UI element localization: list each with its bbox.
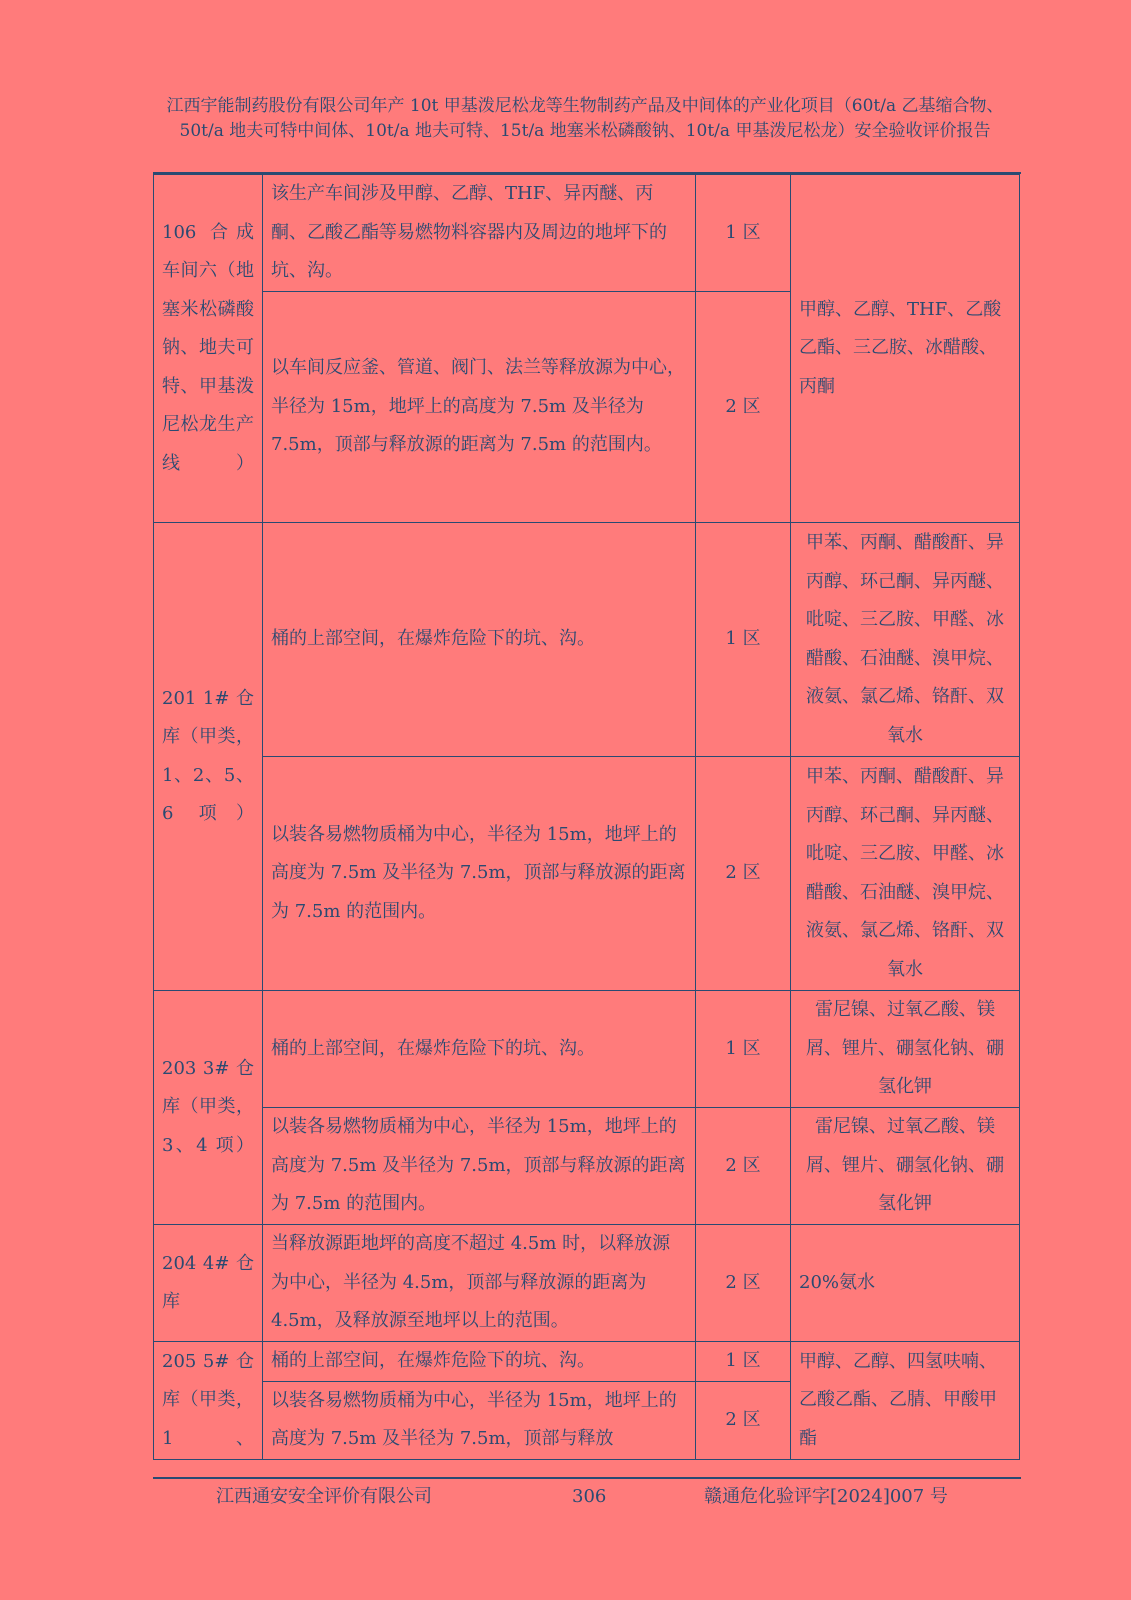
table-row bbox=[154, 757, 1020, 991]
scope-cell: 以装各易燃物质桶为中心，半径为 15m，地坪上的高度为 7.5m 及半径为 7.5m，顶部与释放源的距离为 7.5m 的范围内。 bbox=[263, 757, 696, 991]
materials-cell: 甲苯、丙酮、醋酸酐、异丙醇、环己酮、异丙醚、吡啶、三乙胺、甲醛、冰醋酸、石油醚、溴甲烷、液氨、氯乙烯、铬酐、双氧水 bbox=[791, 523, 1020, 757]
location-cell: 204 4# 仓库 bbox=[154, 1225, 263, 1342]
location-cell: 201 1# 仓库（甲类，1、2、5、6 项） bbox=[154, 523, 263, 991]
materials-cell: 雷尼镍、过氧乙酸、镁屑、锂片、硼氢化钠、硼氢化钾 bbox=[791, 1108, 1020, 1225]
zone-cell: 2 区 bbox=[696, 1381, 791, 1459]
scope-cell: 以车间反应釜、管道、阀门、法兰等释放源为中心，半径为 15m，地坪上的高度为 7.5m 及半径为 7.5m，顶部与释放源的距离为 7.5m 的范围内。 bbox=[263, 292, 696, 523]
report-header: 江西宇能制药股份有限公司年产 10t 甲基泼尼松龙等生物制药产品及中间体的产业化项目（60t/a 乙基缩合物、50t/a 地夫可特中间体、10t/a 地夫可特、15t/a 地塞米松磷酸钠、10t/a 甲基泼尼松龙）安全验收评价报告 bbox=[166, 96, 1004, 141]
page-number: 306 bbox=[572, 1486, 607, 1507]
table-row bbox=[154, 991, 1020, 1108]
scope-cell: 以装各易燃物质桶为中心，半径为 15m，地坪上的高度为 7.5m 及半径为 7.5m，顶部与释放 bbox=[263, 1381, 696, 1459]
scope-cell: 以装各易燃物质桶为中心，半径为 15m，地坪上的高度为 7.5m 及半径为 7.5m，顶部与释放源的距离为 7.5m 的范围内。 bbox=[263, 1108, 696, 1225]
zone-cell: 1 区 bbox=[696, 523, 791, 757]
zone-cell: 2 区 bbox=[696, 1108, 791, 1225]
materials-cell: 甲苯、丙酮、醋酸酐、异丙醇、环己酮、异丙醚、吡啶、三乙胺、甲醛、冰醋酸、石油醚、溴甲烷、液氨、氯乙烯、铬酐、双氧水 bbox=[791, 757, 1020, 991]
scope-cell: 桶的上部空间，在爆炸危险下的坑、沟。 bbox=[263, 991, 696, 1108]
scope-cell: 桶的上部空间，在爆炸危险下的坑、沟。 bbox=[263, 1342, 696, 1382]
materials-cell: 雷尼镍、过氧乙酸、镁屑、锂片、硼氢化钠、硼氢化钾 bbox=[791, 991, 1020, 1108]
zone-cell: 1 区 bbox=[696, 991, 791, 1108]
location-cell: 106 合成车间六（地塞米松磷酸钠、地夫可特、甲基泼尼松龙生产线） bbox=[154, 175, 263, 523]
zone-cell: 2 区 bbox=[696, 1225, 791, 1342]
footer-doc-number: 赣通危化验评字[2024]007 号 bbox=[704, 1486, 948, 1507]
zone-cell: 2 区 bbox=[696, 757, 791, 991]
table-row bbox=[154, 1342, 1020, 1382]
materials-cell: 20%氨水 bbox=[791, 1225, 1020, 1342]
scope-cell: 该生产车间涉及甲醇、乙醇、THF、异丙醚、丙酮、乙酸乙酯等易燃物料容器内及周边的地坪下的坑、沟。 bbox=[263, 175, 696, 292]
materials-cell: 甲醇、乙醇、THF、乙酸乙酯、三乙胺、冰醋酸、丙酮 bbox=[791, 175, 1020, 523]
zone-cell: 2 区 bbox=[696, 292, 791, 523]
table-row bbox=[154, 523, 1020, 757]
hazard-zone-table bbox=[153, 174, 1020, 1460]
footer-rule bbox=[153, 1477, 1021, 1479]
zone-cell: 1 区 bbox=[696, 1342, 791, 1382]
table-row bbox=[154, 1225, 1020, 1342]
table-row bbox=[154, 1108, 1020, 1225]
table-row bbox=[154, 175, 1020, 292]
materials-cell: 甲醇、乙醇、四氢呋喃、乙酸乙酯、乙腈、甲酸甲酯 bbox=[791, 1342, 1020, 1460]
location-cell: 203 3# 仓库（甲类，3、4 项） bbox=[154, 991, 263, 1225]
scope-cell: 当释放源距地坪的高度不超过 4.5m 时，以释放源为中心，半径为 4.5m，顶部与释放源的距离为 4.5m，及释放源至地坪以上的范围。 bbox=[263, 1225, 696, 1342]
zone-cell: 1 区 bbox=[696, 175, 791, 292]
scope-cell: 桶的上部空间，在爆炸危险下的坑、沟。 bbox=[263, 523, 696, 757]
location-cell: 205 5# 仓库（甲类，1、 bbox=[154, 1342, 263, 1460]
footer-company: 江西通安安全评价有限公司 bbox=[216, 1486, 432, 1507]
